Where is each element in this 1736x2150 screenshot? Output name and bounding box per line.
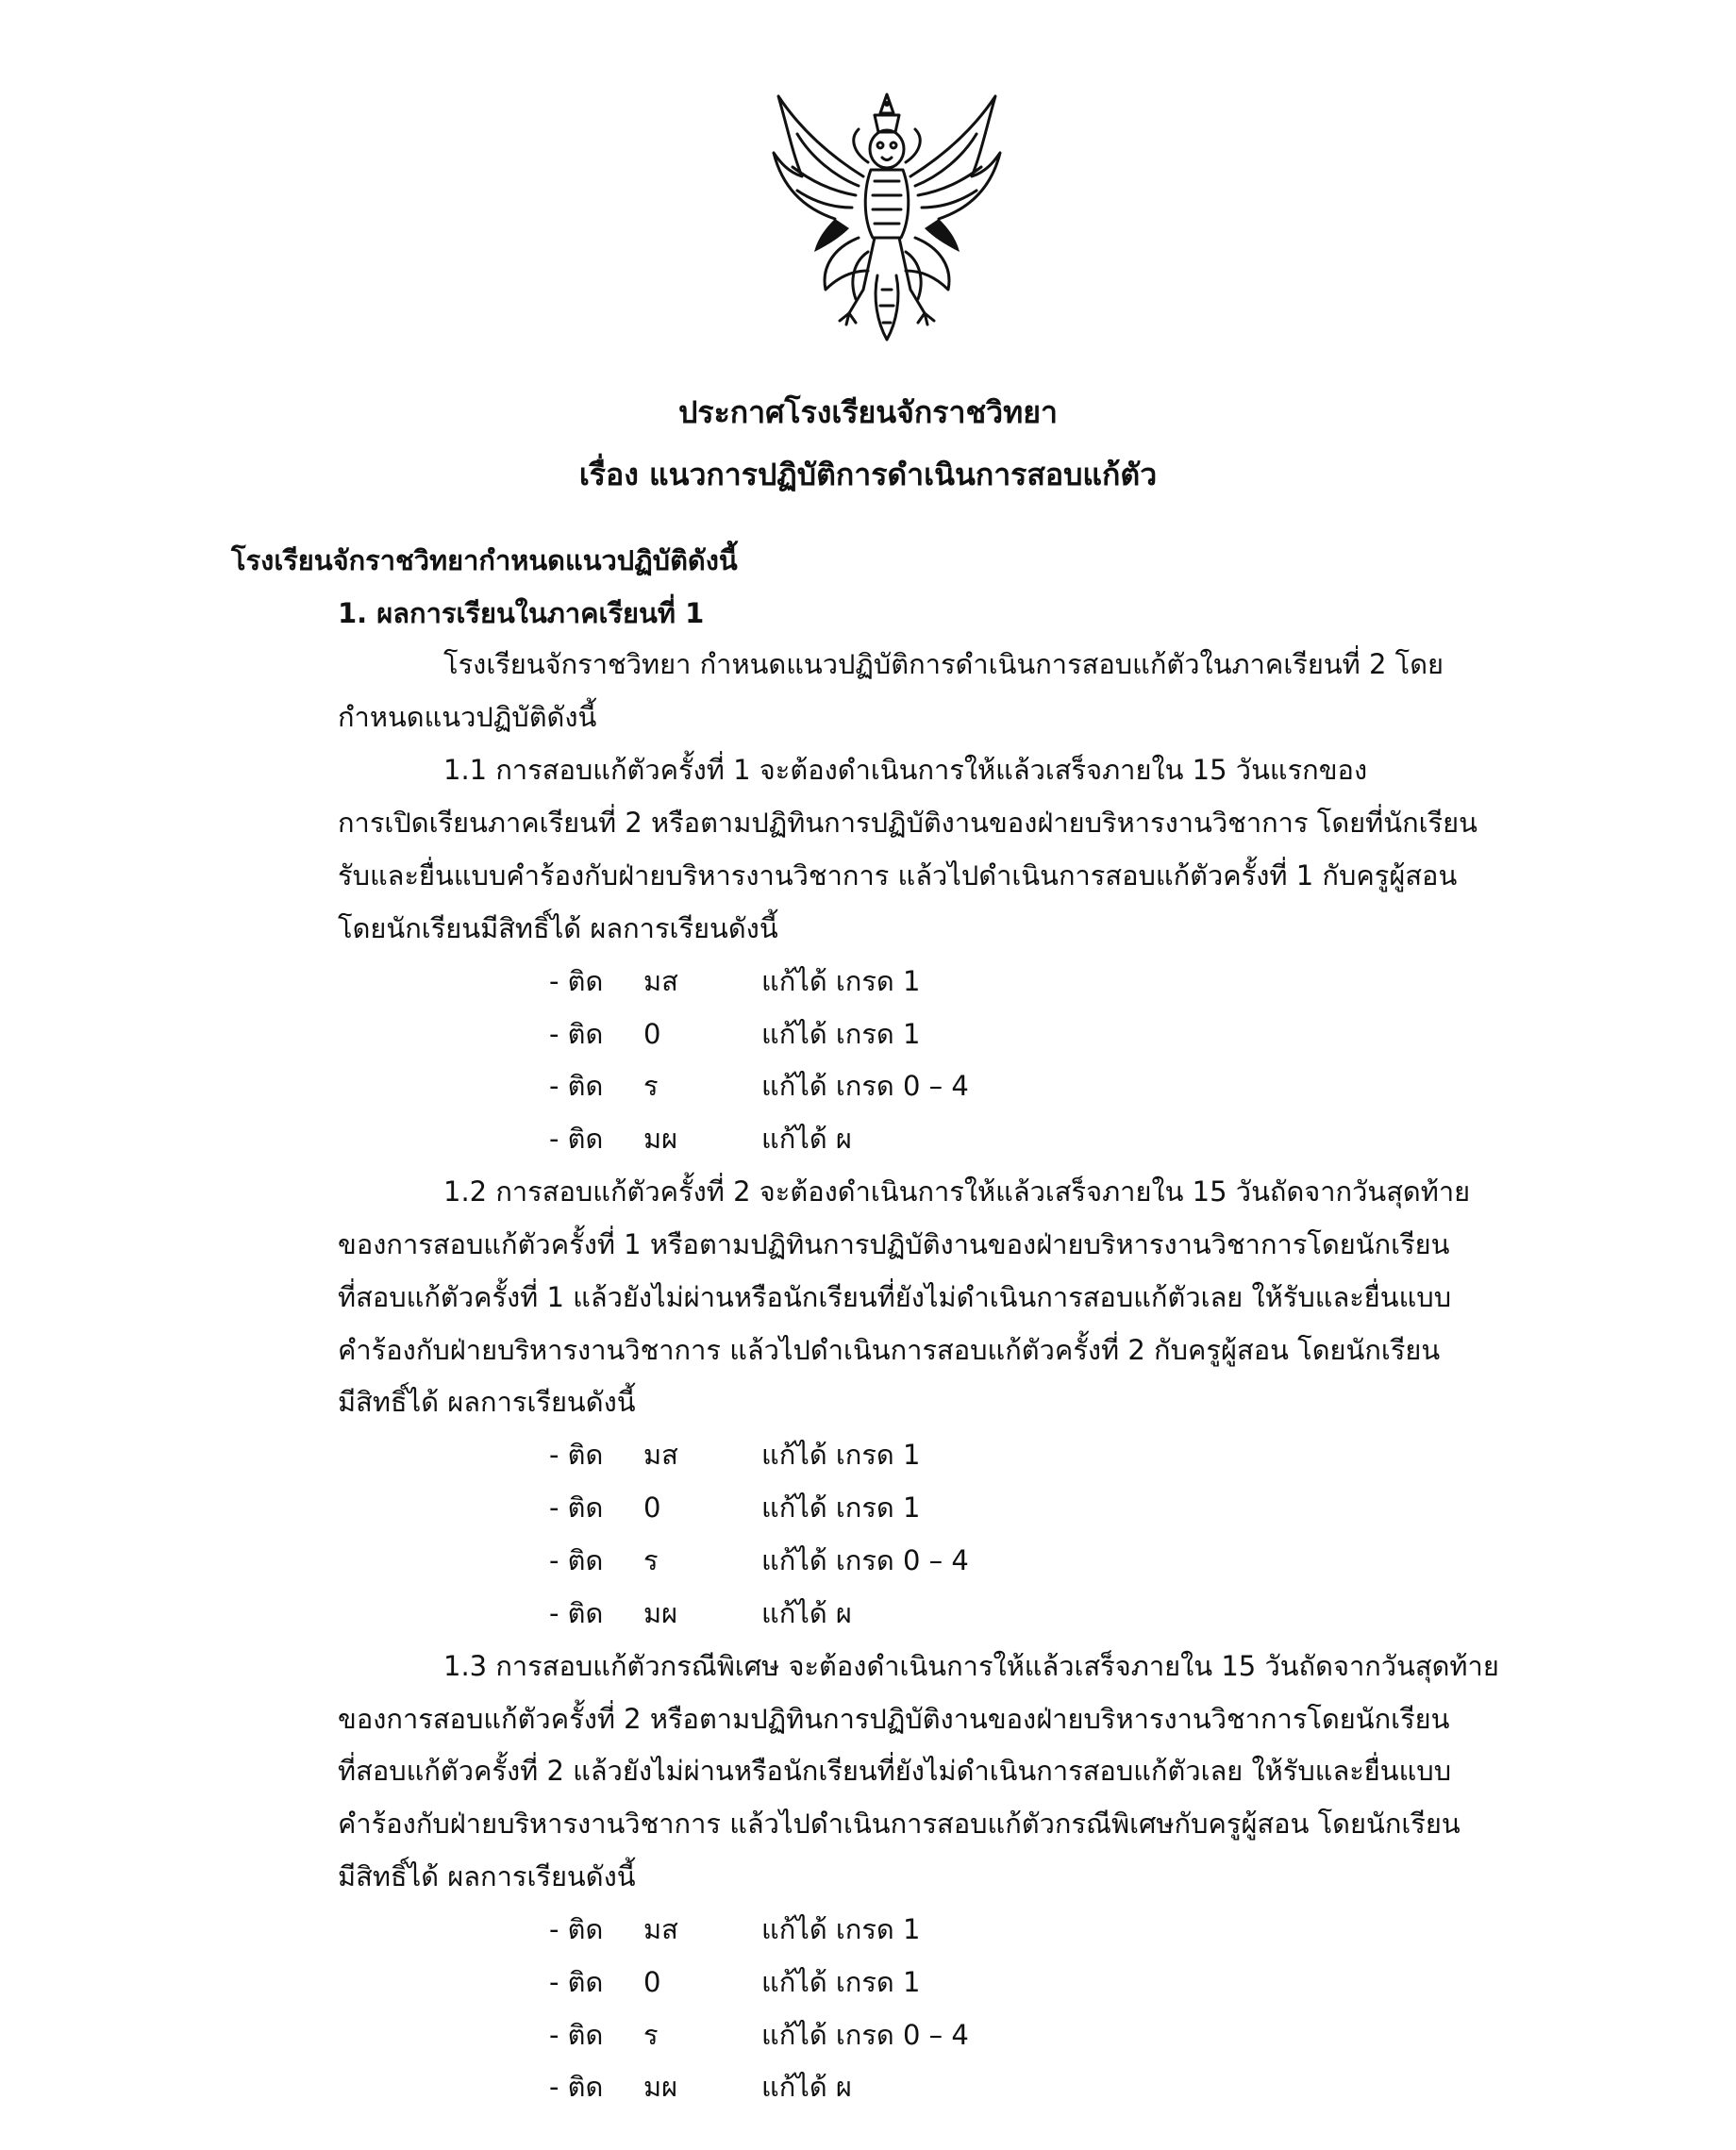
- section-1-text-line: โรงเรียนจักราชวิทยา กำหนดแนวปฏิบัติการดำเนินการสอบแก้ตัวในภาคเรียนที่ 2 โดย: [443, 648, 1444, 680]
- document-subject: เรื่อง แนวการปฏิบัติการดำเนินการสอบแก้ตัว: [578, 457, 1158, 492]
- section-1-2-text-line: ของการสอบแก้ตัวครั้งที่ 1 หรือตามปฏิทินการปฏิบัติงานของฝ่ายบริหารงานวิชาการโดยนักเรียน: [338, 1228, 1450, 1260]
- section-1-2-text-line: ที่สอบแก้ตัวครั้งที่ 1 แล้วยังไม่ผ่านหรือนักเรียนที่ยังไม่ดำเนินการสอบแก้ตัวเลย ให้รับและยื่นแบบ: [338, 1281, 1452, 1313]
- grade-dash: - ติด: [549, 1018, 604, 1050]
- grade-code: มส: [643, 1913, 678, 1945]
- grade-result: แก้ได้ เกรด 1: [761, 1966, 921, 1998]
- grade-dash: - ติด: [549, 965, 604, 997]
- grade-code: ร: [643, 1070, 659, 1102]
- grade-dash: - ติด: [549, 1439, 604, 1471]
- grade-code: มส: [643, 965, 678, 997]
- grade-result: แก้ได้ เกรด 0 – 4: [761, 2019, 969, 2051]
- document-title: ประกาศโรงเรียนจักราชวิทยา: [678, 394, 1058, 430]
- section-1-1-text-line: การเปิดเรียนภาคเรียนที่ 2 หรือตามปฏิทินการปฏิบัติงานของฝ่ายบริหารงานวิชาการ โดยที่นักเรียน: [338, 807, 1477, 839]
- grade-code: 0: [643, 1018, 661, 1050]
- grade-dash: - ติด: [549, 1966, 604, 1998]
- grade-dash: - ติด: [549, 1544, 604, 1576]
- grade-dash: - ติด: [549, 1597, 604, 1629]
- grade-code: ร: [643, 1544, 659, 1576]
- grade-result: แก้ได้ ผ: [761, 1597, 852, 1629]
- section-1-3-text-line: ที่สอบแก้ตัวครั้งที่ 2 แล้วยังไม่ผ่านหรือนักเรียนที่ยังไม่ดำเนินการสอบแก้ตัวเลย ให้รับและยื่นแบบ: [338, 1755, 1452, 1787]
- grade-dash: - ติด: [549, 1123, 604, 1155]
- grade-code: ร: [643, 2019, 659, 2051]
- grade-result: แก้ได้ เกรด 0 – 4: [761, 1070, 969, 1102]
- garuda-emblem-icon: [769, 87, 1005, 343]
- grade-dash: - ติด: [549, 1913, 604, 1945]
- section-1-1-text-line: รับและยื่นแบบคำร้องกับฝ่ายบริหารงานวิชาการ แล้วไปดำเนินการสอบแก้ตัวครั้งที่ 1 กับครูผู้สอน: [338, 859, 1458, 892]
- grade-dash: - ติด: [549, 2071, 604, 2103]
- section-1-text-line: กำหนดแนวปฏิบัติดังนี้: [338, 701, 597, 733]
- grade-dash: - ติด: [549, 2019, 604, 2051]
- grade-dash: - ติด: [549, 1070, 604, 1102]
- section-1-1-text-line: โดยนักเรียนมีสิทธิ์ได้ ผลการเรียนดังนี้: [338, 912, 778, 944]
- section-1-2-text-line: 1.2 การสอบแก้ตัวครั้งที่ 2 จะต้องดำเนินการให้แล้วเสร็จภายใน 15 วันถัดจากวันสุดท้าย: [443, 1175, 1471, 1208]
- section-1-3-text-line: ของการสอบแก้ตัวครั้งที่ 2 หรือตามปฏิทินการปฏิบัติงานของฝ่ายบริหารงานวิชาการโดยนักเรียน: [338, 1703, 1450, 1735]
- section-1-1-text-line: 1.1 การสอบแก้ตัวครั้งที่ 1 จะต้องดำเนินการให้แล้วเสร็จภายใน 15 วันแรกของ: [443, 754, 1368, 786]
- grade-result: แก้ได้ เกรด 1: [761, 1439, 921, 1471]
- grade-result: แก้ได้ เกรด 1: [761, 1492, 921, 1524]
- intro-line: โรงเรียนจักราชวิทยากำหนดแนวปฏิบัติดังนี้: [231, 544, 738, 576]
- grade-result: แก้ได้ ผ: [761, 2071, 852, 2103]
- grade-dash: - ติด: [549, 1492, 604, 1524]
- grade-code: มผ: [643, 2071, 678, 2103]
- grade-code: มส: [643, 1439, 678, 1471]
- section-1-3-text-line: คำร้องกับฝ่ายบริหารงานวิชาการ แล้วไปดำเนินการสอบแก้ตัวกรณีพิเศษกับครูผู้สอน โดยนักเรียน: [338, 1808, 1461, 1840]
- grade-result: แก้ได้ เกรด 1: [761, 1913, 921, 1945]
- section-1-heading: 1. ผลการเรียนในภาคเรียนที่ 1: [338, 597, 705, 629]
- grade-result: แก้ได้ ผ: [761, 1123, 852, 1155]
- grade-result: แก้ได้ เกรด 1: [761, 1018, 921, 1050]
- section-1-2-text-line: มีสิทธิ์ได้ ผลการเรียนดังนี้: [338, 1386, 636, 1418]
- grade-code: มผ: [643, 1597, 678, 1629]
- section-1-3-text-line: 1.3 การสอบแก้ตัวกรณีพิเศษ จะต้องดำเนินการให้แล้วเสร็จภายใน 15 วันถัดจากวันสุดท้าย: [443, 1650, 1499, 1682]
- section-1-3-text-line: มีสิทธิ์ได้ ผลการเรียนดังนี้: [338, 1860, 636, 1892]
- grade-result: แก้ได้ เกรด 0 – 4: [761, 1544, 969, 1576]
- grade-code: 0: [643, 1966, 661, 1998]
- section-1-2-text-line: คำร้องกับฝ่ายบริหารงานวิชาการ แล้วไปดำเนินการสอบแก้ตัวครั้งที่ 2 กับครูผู้สอน โดยนักเรียน: [338, 1334, 1441, 1366]
- grade-code: มผ: [643, 1123, 678, 1155]
- grade-result: แก้ได้ เกรด 1: [761, 965, 921, 997]
- grade-code: 0: [643, 1492, 661, 1524]
